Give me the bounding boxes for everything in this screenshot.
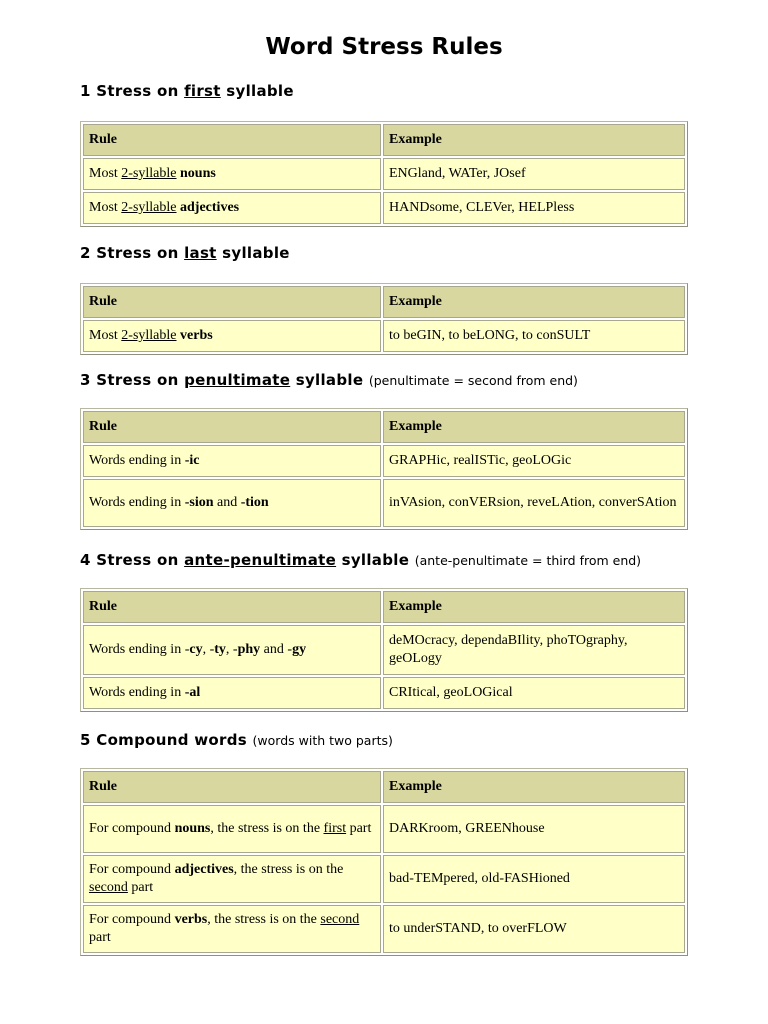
- rule-text: part: [127, 880, 154, 895]
- heading-note: (words with two parts): [252, 733, 393, 748]
- table-row: [83, 479, 685, 527]
- table-row: [83, 855, 685, 903]
- rule-text: For compound: [89, 821, 175, 836]
- rule-text: Words ending in: [89, 685, 185, 700]
- table-row: [83, 192, 685, 224]
- example-cell: GRAPHic, realISTic, geoLOGic: [383, 445, 685, 477]
- rule-emphasis: second: [320, 912, 360, 927]
- rule-keyword: gy: [292, 642, 307, 657]
- table-row: [83, 805, 685, 853]
- section-2: [80, 242, 690, 355]
- rule-cell: [83, 677, 381, 709]
- rule-emphasis: 2-syllable: [121, 328, 177, 343]
- rules-table: [80, 768, 688, 956]
- rule-text: , the stress is on the: [207, 912, 321, 927]
- example-cell: CRItical, geoLOGical: [383, 677, 685, 709]
- rule-text: Words ending in: [89, 453, 185, 468]
- heading-prefix: 1 Stress on: [80, 82, 185, 100]
- table-header-row: [83, 286, 685, 318]
- rule-keyword: nouns: [174, 821, 211, 836]
- heading-prefix: 3 Stress on: [80, 371, 185, 389]
- rule-keyword: ty: [214, 642, 226, 657]
- example-cell: ENGland, WATer, JOsef: [383, 158, 685, 190]
- heading-suffix: syllable: [216, 244, 290, 262]
- rule-text: and: [213, 495, 241, 510]
- rule-keyword: -al: [184, 685, 201, 700]
- section-5: [80, 729, 690, 956]
- rule-text: Words ending in -: [89, 642, 190, 657]
- section-4: [80, 549, 690, 712]
- heading-note: (penultimate = second from end): [368, 373, 578, 388]
- rule-keyword: verbs: [180, 328, 213, 343]
- rule-cell: [83, 479, 381, 527]
- rule-cell: [83, 158, 381, 190]
- heading-suffix: syllable: [290, 371, 364, 389]
- rule-cell: [83, 320, 381, 352]
- rule-keyword: -tion: [240, 495, 269, 510]
- rule-keyword: verbs: [174, 912, 208, 927]
- rule-column-header: Rule: [83, 591, 381, 623]
- section-heading: [80, 80, 690, 102]
- heading-prefix: 4 Stress on: [80, 551, 185, 569]
- heading-prefix: 2 Stress on: [80, 244, 185, 262]
- table-row: [83, 445, 685, 477]
- rule-cell: [83, 192, 381, 224]
- rule-text: For compound: [89, 912, 175, 927]
- rule-text: part: [346, 821, 372, 836]
- rules-table: [80, 588, 688, 712]
- table-header-row: [83, 771, 685, 803]
- rule-text: , -: [225, 642, 238, 657]
- rules-table: [80, 408, 688, 530]
- rule-keyword: -ic: [184, 453, 200, 468]
- section-heading: [80, 242, 690, 264]
- example-cell: HANDsome, CLEVer, HELPless: [383, 192, 685, 224]
- example-cell: inVAsion, conVERsion, reveLAtion, converSAtion: [383, 479, 685, 527]
- section-heading: [80, 369, 690, 391]
- rule-text: Most: [89, 166, 122, 181]
- section-1: [80, 80, 690, 227]
- example-cell: to beGIN, to beLONG, to conSULT: [383, 320, 685, 352]
- table-row: [83, 320, 685, 352]
- rule-column-header: Rule: [83, 124, 381, 156]
- example-cell: to underSTAND, to overFLOW: [383, 905, 685, 953]
- rule-text: , -: [202, 642, 215, 657]
- heading-suffix: syllable: [220, 82, 294, 100]
- rule-column-header: Rule: [83, 771, 381, 803]
- table-row: [83, 905, 685, 953]
- rule-cell: [83, 445, 381, 477]
- example-column-header: Example: [383, 286, 685, 318]
- heading-emphasis: first: [184, 82, 221, 100]
- rule-emphasis: second: [89, 880, 128, 895]
- example-column-header: Example: [383, 411, 685, 443]
- rule-text: , the stress is on the: [210, 821, 324, 836]
- table-row: [83, 677, 685, 709]
- rule-text: part: [89, 930, 111, 945]
- rule-column-header: Rule: [83, 286, 381, 318]
- example-cell: bad-TEMpered, old-FASHioned: [383, 855, 685, 903]
- rule-keyword: adjectives: [174, 862, 234, 877]
- example-column-header: Example: [383, 591, 685, 623]
- rule-emphasis: first: [323, 821, 347, 836]
- table-header-row: [83, 411, 685, 443]
- section-3: [80, 369, 690, 530]
- heading-emphasis: penultimate: [184, 371, 291, 389]
- rule-text: Most: [89, 328, 122, 343]
- table-row: [83, 625, 685, 675]
- rule-cell: [83, 805, 381, 853]
- rule-text: and -: [260, 642, 293, 657]
- rule-text: Words ending in: [89, 495, 185, 510]
- example-column-header: Example: [383, 124, 685, 156]
- heading-emphasis: last: [184, 244, 217, 262]
- heading-prefix: 5 Compound words: [80, 731, 247, 749]
- rule-column-header: Rule: [83, 411, 381, 443]
- heading-note: (ante-penultimate = third from end): [414, 553, 642, 568]
- rule-cell: [83, 625, 381, 675]
- page-title: Word Stress Rules: [265, 34, 503, 60]
- section-heading: [80, 729, 690, 751]
- rule-text: , the stress is on the: [233, 862, 344, 877]
- rules-table: [80, 121, 688, 227]
- rule-keyword: phy: [237, 642, 261, 657]
- rule-cell: [83, 855, 381, 903]
- example-cell: DARKroom, GREENhouse: [383, 805, 685, 853]
- heading-emphasis: ante-penultimate: [184, 551, 337, 569]
- table-row: [83, 158, 685, 190]
- rule-emphasis: 2-syllable: [121, 166, 177, 181]
- rule-emphasis: 2-syllable: [121, 200, 177, 215]
- table-header-row: [83, 124, 685, 156]
- example-cell: deMOcracy, dependaBIlity, phoTOgraphy, geOLogy: [383, 625, 685, 675]
- rule-keyword: -sion: [184, 495, 214, 510]
- heading-suffix: syllable: [336, 551, 410, 569]
- rule-text: For compound: [89, 862, 175, 877]
- rule-keyword: nouns: [180, 166, 216, 181]
- table-header-row: [83, 591, 685, 623]
- section-heading: [80, 549, 690, 571]
- rule-keyword: adjectives: [180, 200, 240, 215]
- rule-cell: [83, 905, 381, 953]
- rules-table: [80, 283, 688, 355]
- rule-text: Most: [89, 200, 122, 215]
- example-column-header: Example: [383, 771, 685, 803]
- rule-keyword: cy: [189, 642, 203, 657]
